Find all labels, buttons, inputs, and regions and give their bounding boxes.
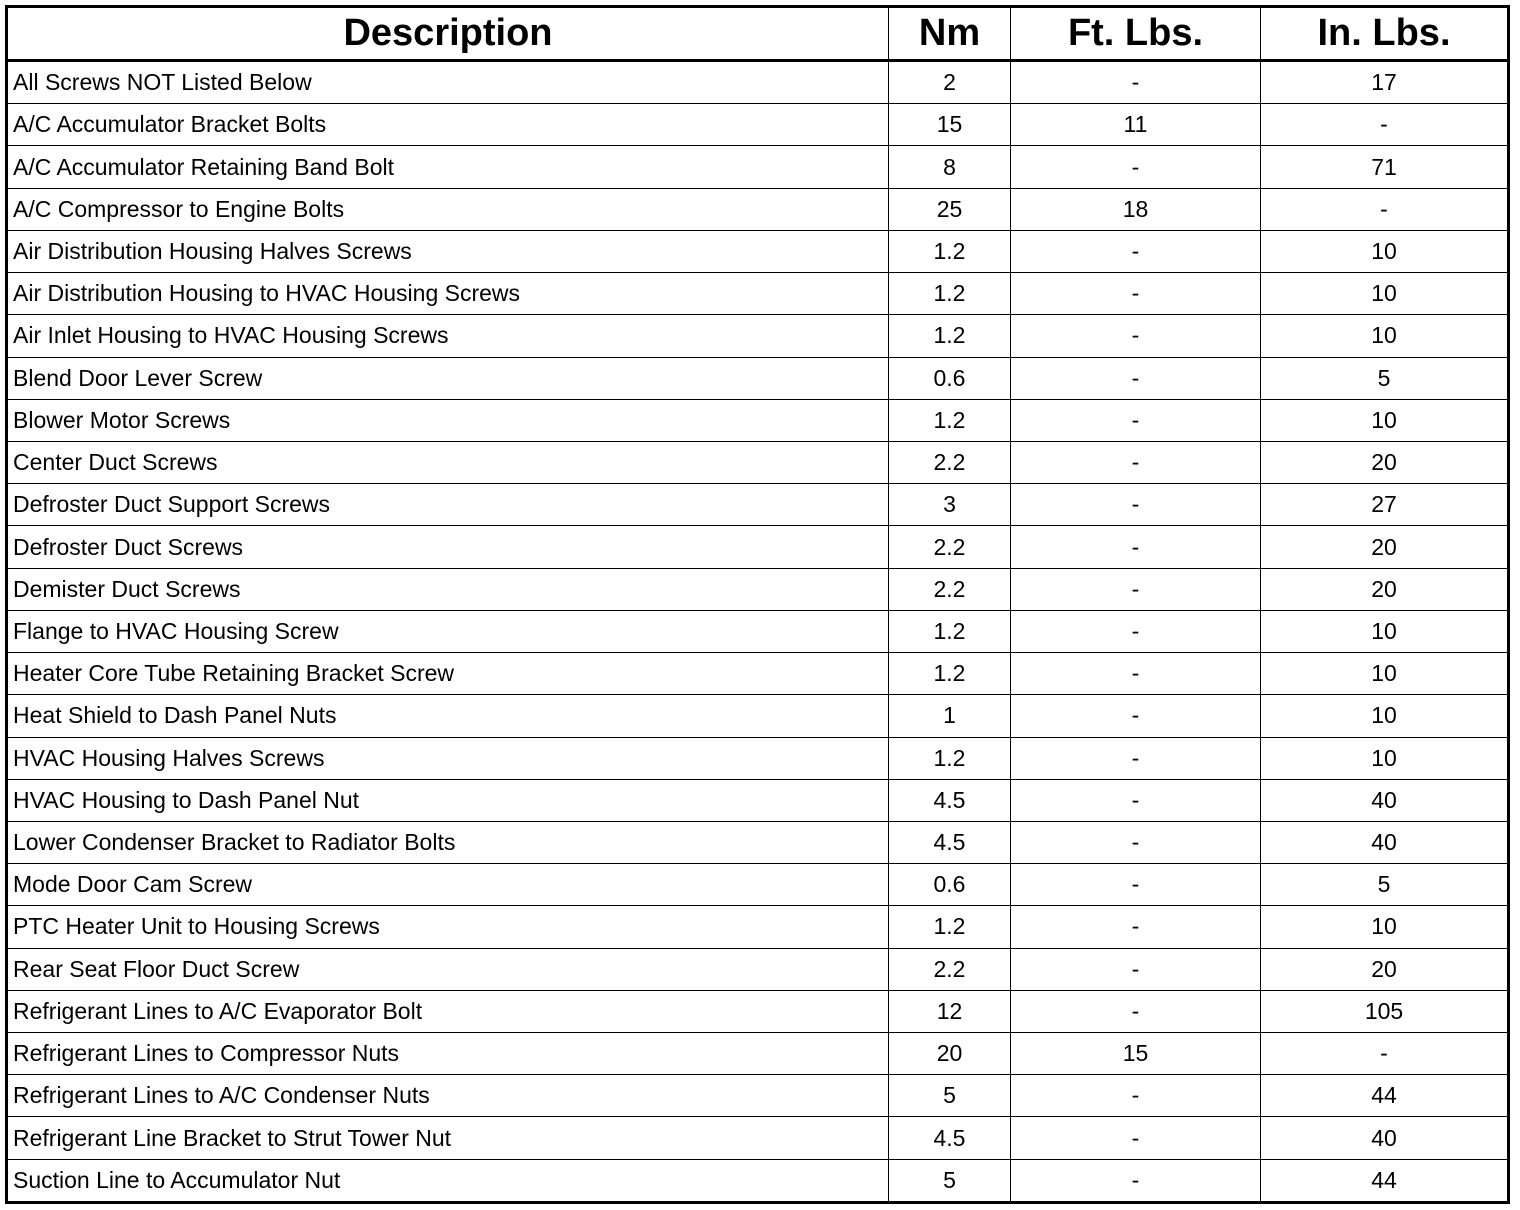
cell-description: Suction Line to Accumulator Nut (7, 1159, 889, 1202)
cell-nm: 2.2 (889, 526, 1011, 568)
cell-in-lbs: 10 (1261, 315, 1509, 357)
table-row (7, 695, 1509, 737)
table-row (7, 441, 1509, 483)
cell-in-lbs: 40 (1261, 1117, 1509, 1159)
cell-ft-lbs: - (1011, 864, 1261, 906)
table-row (7, 315, 1509, 357)
cell-nm: 1.2 (889, 653, 1011, 695)
cell-in-lbs: 105 (1261, 990, 1509, 1032)
table-row (7, 146, 1509, 188)
cell-description: Heat Shield to Dash Panel Nuts (7, 695, 889, 737)
cell-nm: 4.5 (889, 821, 1011, 863)
torque-spec-table (5, 5, 1510, 1204)
table-row (7, 526, 1509, 568)
cell-ft-lbs: - (1011, 273, 1261, 315)
cell-description: Heater Core Tube Retaining Bracket Screw (7, 653, 889, 695)
table-row (7, 610, 1509, 652)
cell-ft-lbs: - (1011, 1117, 1261, 1159)
cell-nm: 1.2 (889, 737, 1011, 779)
table-row (7, 484, 1509, 526)
table-row (7, 568, 1509, 610)
cell-description: A/C Accumulator Bracket Bolts (7, 104, 889, 146)
header-nm: Nm (889, 7, 1011, 61)
table-row (7, 864, 1509, 906)
cell-nm: 8 (889, 146, 1011, 188)
cell-description: Rear Seat Floor Duct Screw (7, 948, 889, 990)
cell-description: Air Distribution Housing Halves Screws (7, 230, 889, 272)
cell-description: Refrigerant Line Bracket to Strut Tower Nut (7, 1117, 889, 1159)
cell-in-lbs: - (1261, 1033, 1509, 1075)
cell-description: Flange to HVAC Housing Screw (7, 610, 889, 652)
cell-nm: 1.2 (889, 610, 1011, 652)
cell-ft-lbs: - (1011, 906, 1261, 948)
table-row (7, 188, 1509, 230)
table-row (7, 1117, 1509, 1159)
cell-description: All Screws NOT Listed Below (7, 61, 889, 104)
cell-nm: 2.2 (889, 568, 1011, 610)
cell-nm: 1.2 (889, 315, 1011, 357)
cell-description: Refrigerant Lines to Compressor Nuts (7, 1033, 889, 1075)
cell-description: Defroster Duct Screws (7, 526, 889, 568)
cell-in-lbs: 10 (1261, 230, 1509, 272)
cell-nm: 1.2 (889, 273, 1011, 315)
cell-in-lbs: 10 (1261, 653, 1509, 695)
cell-in-lbs: - (1261, 104, 1509, 146)
table-header (7, 7, 1509, 61)
cell-in-lbs: 44 (1261, 1075, 1509, 1117)
cell-in-lbs: 27 (1261, 484, 1509, 526)
cell-in-lbs: 10 (1261, 906, 1509, 948)
cell-description: A/C Compressor to Engine Bolts (7, 188, 889, 230)
cell-ft-lbs: - (1011, 695, 1261, 737)
cell-in-lbs: 5 (1261, 864, 1509, 906)
cell-in-lbs: 20 (1261, 441, 1509, 483)
cell-ft-lbs: 15 (1011, 1033, 1261, 1075)
table-row (7, 906, 1509, 948)
table-row (7, 273, 1509, 315)
table-row (7, 737, 1509, 779)
cell-description: Air Inlet Housing to HVAC Housing Screws (7, 315, 889, 357)
cell-description: Defroster Duct Support Screws (7, 484, 889, 526)
cell-ft-lbs: - (1011, 1075, 1261, 1117)
cell-in-lbs: 20 (1261, 948, 1509, 990)
cell-ft-lbs: - (1011, 821, 1261, 863)
cell-nm: 0.6 (889, 864, 1011, 906)
cell-nm: 15 (889, 104, 1011, 146)
cell-ft-lbs: 11 (1011, 104, 1261, 146)
cell-nm: 25 (889, 188, 1011, 230)
header-row (7, 7, 1509, 61)
cell-description: PTC Heater Unit to Housing Screws (7, 906, 889, 948)
cell-in-lbs: 44 (1261, 1159, 1509, 1202)
cell-in-lbs: 40 (1261, 779, 1509, 821)
table-row (7, 357, 1509, 399)
cell-in-lbs: - (1261, 188, 1509, 230)
cell-nm: 20 (889, 1033, 1011, 1075)
cell-nm: 1 (889, 695, 1011, 737)
cell-description: Mode Door Cam Screw (7, 864, 889, 906)
cell-in-lbs: 40 (1261, 821, 1509, 863)
cell-in-lbs: 5 (1261, 357, 1509, 399)
table-row (7, 1033, 1509, 1075)
cell-ft-lbs: - (1011, 315, 1261, 357)
table-row (7, 399, 1509, 441)
cell-nm: 4.5 (889, 779, 1011, 821)
table-row (7, 821, 1509, 863)
table-body (7, 61, 1509, 1203)
header-in-lbs: In. Lbs. (1261, 7, 1509, 61)
cell-in-lbs: 17 (1261, 61, 1509, 104)
cell-ft-lbs: - (1011, 653, 1261, 695)
cell-description: Refrigerant Lines to A/C Condenser Nuts (7, 1075, 889, 1117)
cell-ft-lbs: - (1011, 61, 1261, 104)
cell-nm: 5 (889, 1075, 1011, 1117)
table-row (7, 61, 1509, 104)
cell-ft-lbs: 18 (1011, 188, 1261, 230)
cell-description: Lower Condenser Bracket to Radiator Bolts (7, 821, 889, 863)
cell-in-lbs: 10 (1261, 610, 1509, 652)
header-description: Description (7, 7, 889, 61)
table-row (7, 990, 1509, 1032)
cell-nm: 12 (889, 990, 1011, 1032)
cell-description: Demister Duct Screws (7, 568, 889, 610)
cell-ft-lbs: - (1011, 737, 1261, 779)
cell-ft-lbs: - (1011, 146, 1261, 188)
cell-description: A/C Accumulator Retaining Band Bolt (7, 146, 889, 188)
cell-description: Refrigerant Lines to A/C Evaporator Bolt (7, 990, 889, 1032)
cell-nm: 1.2 (889, 906, 1011, 948)
cell-ft-lbs: - (1011, 948, 1261, 990)
cell-ft-lbs: - (1011, 1159, 1261, 1202)
cell-nm: 1.2 (889, 399, 1011, 441)
cell-ft-lbs: - (1011, 779, 1261, 821)
table-row (7, 653, 1509, 695)
cell-description: Air Distribution Housing to HVAC Housing Screws (7, 273, 889, 315)
cell-in-lbs: 20 (1261, 568, 1509, 610)
cell-nm: 1.2 (889, 230, 1011, 272)
cell-in-lbs: 10 (1261, 399, 1509, 441)
cell-in-lbs: 71 (1261, 146, 1509, 188)
cell-nm: 4.5 (889, 1117, 1011, 1159)
cell-nm: 5 (889, 1159, 1011, 1202)
cell-nm: 2 (889, 61, 1011, 104)
table-row (7, 230, 1509, 272)
cell-ft-lbs: - (1011, 990, 1261, 1032)
cell-in-lbs: 10 (1261, 695, 1509, 737)
table-row (7, 948, 1509, 990)
header-ft-lbs: Ft. Lbs. (1011, 7, 1261, 61)
cell-ft-lbs: - (1011, 399, 1261, 441)
cell-description: HVAC Housing Halves Screws (7, 737, 889, 779)
cell-ft-lbs: - (1011, 484, 1261, 526)
cell-ft-lbs: - (1011, 357, 1261, 399)
cell-nm: 2.2 (889, 441, 1011, 483)
cell-ft-lbs: - (1011, 441, 1261, 483)
cell-description: Center Duct Screws (7, 441, 889, 483)
table-row (7, 104, 1509, 146)
table-row (7, 779, 1509, 821)
cell-description: HVAC Housing to Dash Panel Nut (7, 779, 889, 821)
cell-ft-lbs: - (1011, 526, 1261, 568)
cell-nm: 2.2 (889, 948, 1011, 990)
table-row (7, 1075, 1509, 1117)
cell-description: Blower Motor Screws (7, 399, 889, 441)
cell-nm: 3 (889, 484, 1011, 526)
cell-in-lbs: 10 (1261, 737, 1509, 779)
cell-ft-lbs: - (1011, 610, 1261, 652)
cell-description: Blend Door Lever Screw (7, 357, 889, 399)
table-row (7, 1159, 1509, 1202)
cell-in-lbs: 10 (1261, 273, 1509, 315)
cell-nm: 0.6 (889, 357, 1011, 399)
cell-ft-lbs: - (1011, 230, 1261, 272)
cell-in-lbs: 20 (1261, 526, 1509, 568)
cell-ft-lbs: - (1011, 568, 1261, 610)
